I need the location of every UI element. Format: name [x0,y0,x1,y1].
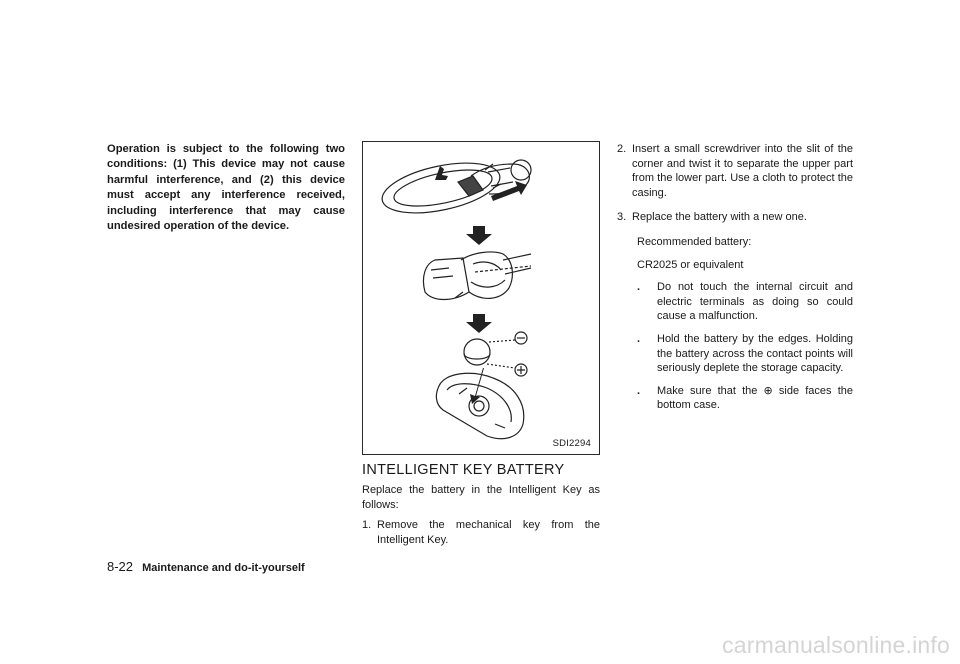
bullet-item [617,332,853,376]
bullet-text: Do not touch the internal circuit and electric terminals as doing so could cause a malfunction. [657,281,853,323]
bottom-case-icon [436,373,523,438]
fcc-notice: Operation is subject to the following two conditions: (1) This device may not cause harmful interference, and (2) this device must accept any interference received, including interference that may cause undesired operation of the device. [107,143,345,233]
bullet-item [617,384,853,413]
bullet-icon: . [637,332,641,345]
footer-section-name: Maintenance and do-it-yourself [142,562,305,574]
step-text: Replace the battery with a new one. [632,211,807,224]
upward-arrow-icon [435,166,448,180]
bullet-icon: . [637,281,641,294]
step-number: 3. [617,211,627,224]
battery-replacement-figure [362,141,600,455]
bullet-text-after: side faces the bottom case. [657,384,853,412]
step-number: 1. [362,519,372,532]
pull-arrow-icon [491,181,527,201]
step-text: Remove the mechanical key from the Intelligent Key. [377,519,600,546]
down-arrow-icon [466,226,492,245]
bullet-text-before: Make sure that the [657,384,764,397]
bullet-icon: . [637,384,641,397]
watermark: carmanualsonline.info [722,632,950,658]
bullet-text: Hold the battery by the edges. Holding the battery across the contact points will seriously deplete the storage capacity. [657,332,853,375]
step-1 [362,518,600,547]
battery-replacement-illustration [363,142,599,454]
right-column [617,142,853,421]
page-footer [107,559,305,574]
step-3 [617,210,853,225]
bullet-text [657,384,853,413]
bullet-item [617,280,853,324]
step-text: Insert a small screwdriver into the slit of the corner and twist it to separate the upper part from the lower part. Use a cloth to protect the casing. [632,143,853,199]
page-number: 8-22 [107,559,134,574]
step-number: 2. [617,143,627,155]
step-2 [617,142,853,200]
section-intro: Replace the battery in the Intelligent Key as follows: [362,484,600,511]
section-intro-block [362,483,600,553]
down-arrow-icon [466,314,492,333]
battery-coin-icon [464,339,490,365]
plus-side-icon: ⊕ [763,384,773,397]
recommended-battery-value: CR2025 or equivalent [637,258,744,271]
recommended-battery-label: Recommended battery: [637,235,752,248]
section-title: INTELLIGENT KEY BATTERY [362,462,565,478]
figure-code: SDI2294 [552,438,591,449]
